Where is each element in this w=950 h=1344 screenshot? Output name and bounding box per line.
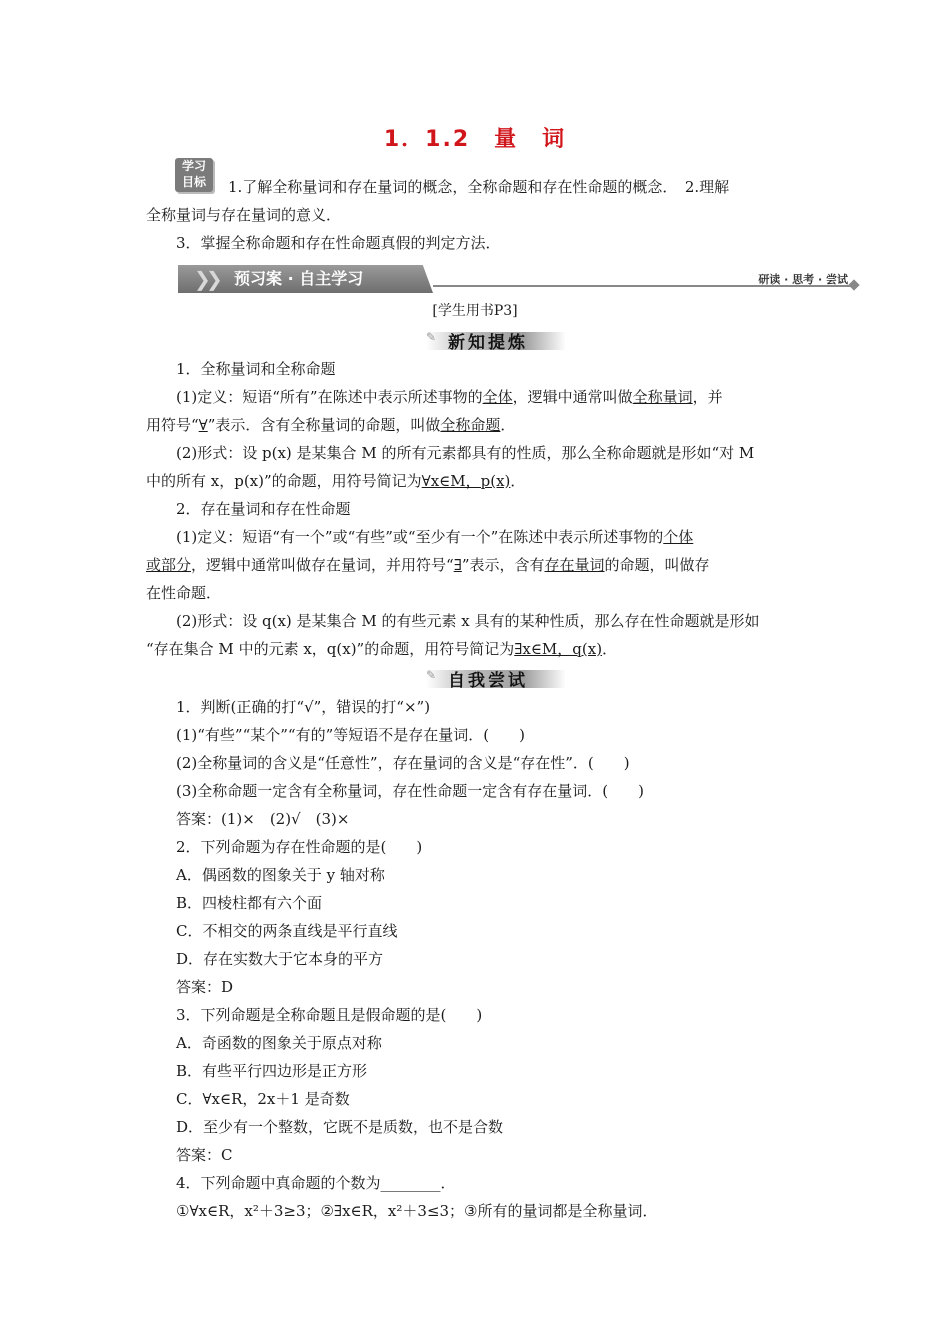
existential-definition-line3: 在性命题． (146, 584, 222, 602)
objective-line-1: 1.了解全称量词和存在量词的概念，全称命题和存在性命题的概念． 2.理解 (228, 178, 730, 196)
text: ． (602, 640, 618, 658)
chevron-right-icon: ❯ (206, 267, 223, 291)
universal-definition-line2 (146, 414, 515, 436)
answer-blank: 全称命题 (440, 416, 501, 434)
objective-line-2: 全称量词与存在量词的意义． (146, 206, 342, 224)
text: ，并 (692, 388, 723, 406)
answer-2: 答案：D (176, 978, 234, 996)
subsection-title: 新知提炼 (448, 333, 528, 353)
question-3-option-b: B．有些平行四边形是正方形 (176, 1062, 368, 1080)
section-banner (178, 265, 858, 293)
text: (1)定义：短语“有一个”或“有些”或“至少有一个”在陈述中表示所述事物的 (176, 528, 664, 546)
badge-line2: 目标 (181, 175, 206, 189)
question-1-item-3: (3)全称命题一定含有全称量词，存在性命题一定含有存在量词．( ) (176, 782, 644, 800)
banner-title: 预习案 · 自主学习 (234, 269, 364, 288)
answer-1: 答案：(1)× (2)√ (3)× (176, 810, 350, 828)
answer-blank: ∃x∈M，q(x) (514, 640, 603, 658)
chevron-right-icon: ❯ (194, 267, 211, 291)
existential-form-line1: (2)形式：设 q(x) 是某集合 M 的有些元素 x 具有的某种性质，那么存在性命题就是形如 (176, 612, 760, 630)
answer-blank: 全体 (482, 388, 513, 406)
page-reference: [学生用书P3] (432, 303, 518, 319)
answer-blank: 或部分 (146, 556, 192, 574)
answer-blank: ∃ (453, 556, 462, 574)
text: ． (500, 416, 516, 434)
text: ，逻辑中通常叫做存在量词，并用符号“ (191, 556, 454, 574)
text: ，逻辑中通常叫做 (512, 388, 633, 406)
leaf-icon: ✎ (426, 668, 437, 682)
question-1-item-1: (1)“有些”“某个”“有的”等短语不是存在量词．( ) (176, 726, 525, 744)
universal-form-line1: (2)形式：设 p(x) 是某集合 M 的所有元素都具有的性质，那么全称命题就是形如“对 M (176, 444, 755, 462)
answer-blank: 个体 (663, 528, 694, 546)
question-2-option-d: D．存在实数大于它本身的平方 (176, 950, 384, 968)
question-1: 1．判断(正确的打“√”，错误的打“×”) (176, 698, 431, 716)
question-3-option-d: D．至少有一个整数，它既不是质数，也不是合数 (176, 1118, 504, 1136)
text: ”表示，含有 (461, 556, 545, 574)
banner-subtitle: 研读 · 思考 · 尝试 (758, 273, 848, 286)
question-2-option-a: A．偶函数的图象关于 y 轴对称 (176, 866, 385, 884)
text: 用符号“ (146, 416, 199, 434)
answer-blank: 存在量词 (544, 556, 605, 574)
question-2-option-c: C．不相交的两条直线是平行直线 (176, 922, 398, 940)
subsection-title: 自我尝试 (448, 671, 528, 691)
existential-form-line2 (146, 638, 617, 660)
answer-blank: ∀ (198, 416, 208, 434)
leaf-icon: ✎ (426, 330, 437, 344)
diamond-icon (848, 279, 859, 290)
text: ． (510, 472, 526, 490)
badge-line1: 学习 (181, 159, 206, 173)
text: ”表示．含有全称量词的命题，叫做 (207, 416, 441, 434)
answer-blank: 全称量词 (632, 388, 693, 406)
question-3-option-c: C．∀x∈R，2x＋1 是奇数 (176, 1090, 350, 1108)
question-4-statements: ①∀x∈R，x²＋3≥3；②∃x∈R，x²＋3≤3；③所有的量词都是全称量词． (176, 1202, 658, 1220)
universal-definition-line1 (176, 386, 723, 408)
question-3-option-a: A．奇函数的图象关于原点对称 (176, 1034, 382, 1052)
text: (1)定义：短语“所有”在陈述中表示所述事物的 (176, 388, 483, 406)
heading-existential: 2．存在量词和存在性命题 (176, 500, 351, 518)
text: 中的所有 x，p(x)”的命题，用符号简记为 (146, 472, 422, 490)
question-1-item-2: (2)全称量词的含义是“任意性”，存在量词的含义是“存在性”．( ) (176, 754, 630, 772)
existential-definition-line1 (176, 526, 693, 548)
question-2: 2．下列命题为存在性命题的是( ) (176, 838, 423, 856)
page-title: 1．1.2 量 词 (383, 127, 567, 152)
subsection-header-new-knowledge (426, 328, 566, 352)
text: “存在集合 M 中的元素 x，q(x)”的命题，用符号简记为 (146, 640, 515, 658)
question-4: 4．下列命题中真命题的个数为________． (176, 1174, 456, 1192)
heading-universal: 1．全称量词和全称命题 (176, 360, 336, 378)
subsection-header-self-test (426, 666, 566, 690)
question-3: 3．下列命题是全称命题且是假命题的是( ) (176, 1006, 483, 1024)
existential-definition-line2 (146, 554, 710, 576)
objectives-badge (175, 158, 213, 192)
question-2-option-b: B．四棱柱都有六个面 (176, 894, 323, 912)
answer-3: 答案：C (176, 1146, 233, 1164)
objective-line-3: 3．掌握全称命题和存在性命题真假的判定方法． (176, 234, 501, 252)
universal-form-line2 (146, 470, 525, 492)
text: 的命题，叫做存 (604, 556, 710, 574)
answer-blank: ∀x∈M，p(x) (421, 472, 511, 490)
